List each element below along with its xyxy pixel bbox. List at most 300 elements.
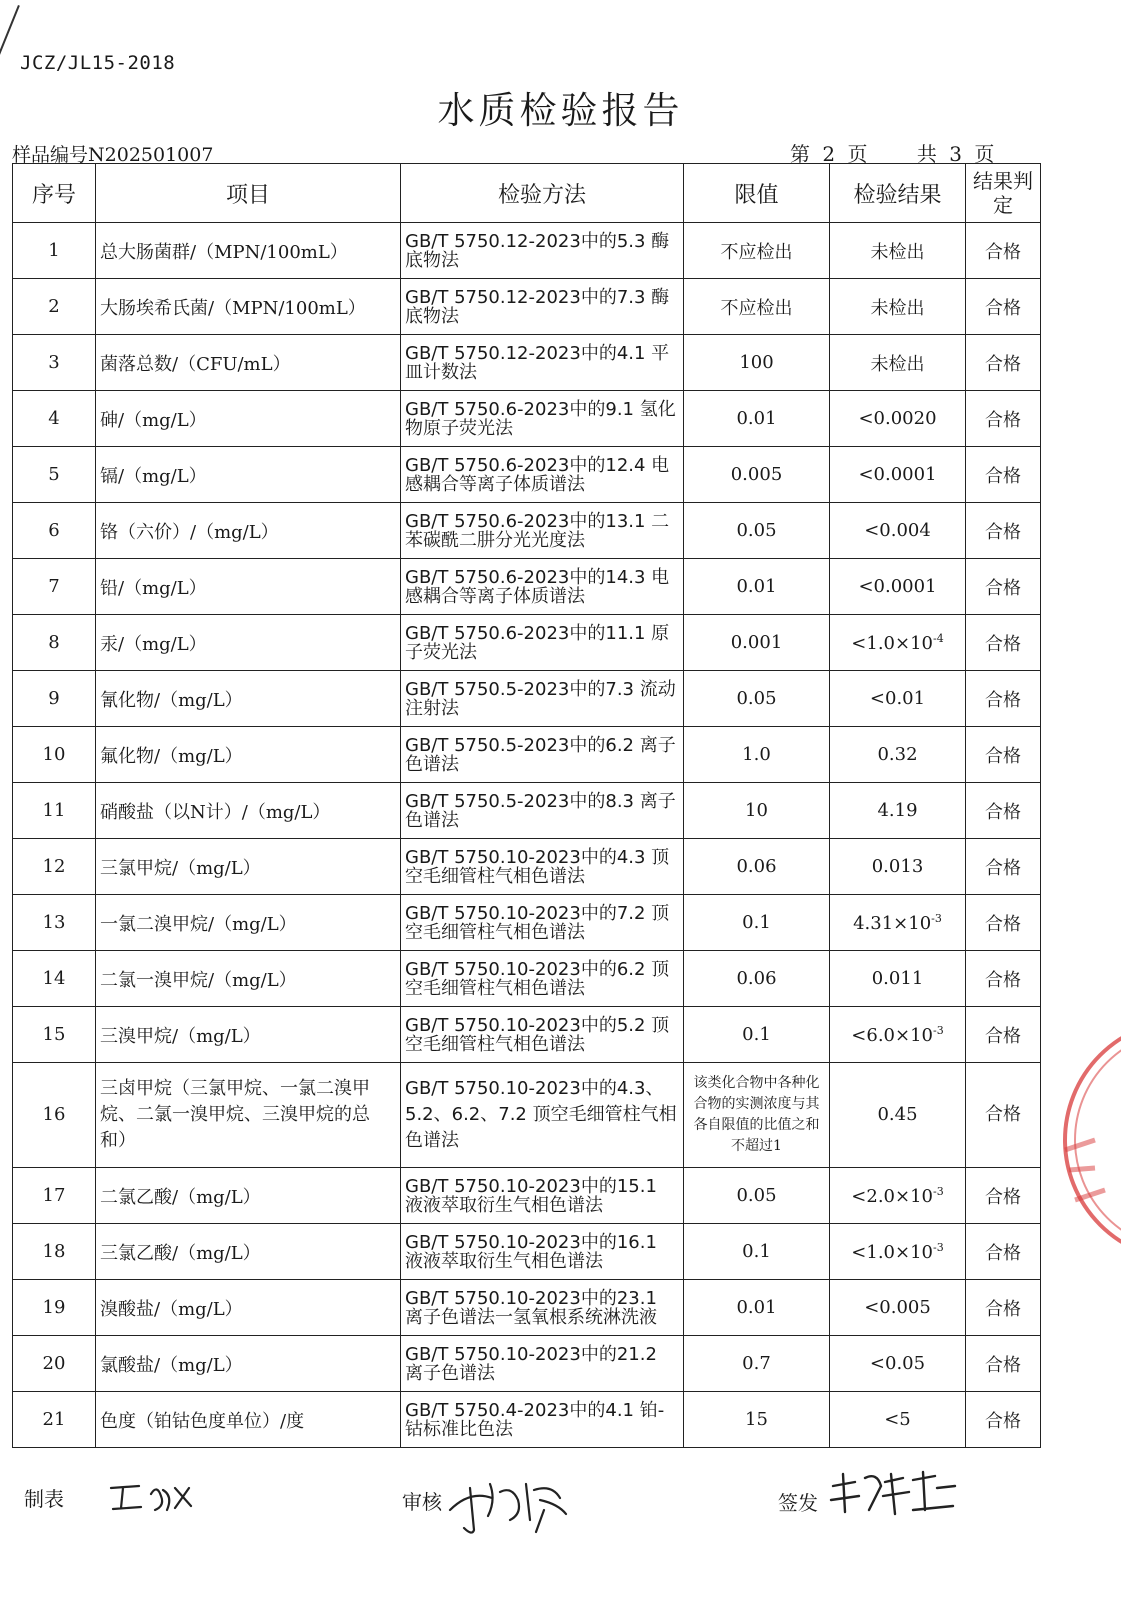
- row-result-text: <0.0001: [858, 464, 937, 485]
- table-row: [13, 223, 1041, 279]
- row-judgement-text: 合格: [985, 409, 1021, 431]
- row-number: [13, 783, 96, 839]
- row-result-text: 0.011: [871, 968, 924, 989]
- row-method: [401, 223, 684, 279]
- row-judgement: [966, 1063, 1041, 1168]
- row-method-text: GB/T 5750.12-2023中的4.1 平皿计数法: [405, 342, 670, 383]
- row-result: [830, 279, 966, 335]
- row-number-text: 2: [48, 296, 60, 317]
- row-number: [13, 615, 96, 671]
- row-result: [830, 503, 966, 559]
- table-row: [13, 839, 1041, 895]
- row-method: [401, 335, 684, 391]
- row-limit: [684, 1168, 830, 1224]
- row-limit-text: 该类化合物中各种化合物的实测浓度与其各自限值的比值之和不超过1: [693, 1075, 820, 1154]
- row-number-text: 12: [42, 856, 66, 877]
- row-limit-text: 0.005: [730, 464, 783, 485]
- row-method: [401, 727, 684, 783]
- row-method-text: GB/T 5750.4-2023中的4.1 铂-钴标准比色法: [405, 1399, 665, 1440]
- row-item: [96, 1063, 401, 1168]
- row-judgement: [966, 1392, 1041, 1448]
- row-method-text: GB/T 5750.12-2023中的5.3 酶底物法: [405, 230, 670, 271]
- row-method: [401, 839, 684, 895]
- row-result-text: <2.0×10: [851, 1185, 933, 1207]
- row-number-text: 19: [42, 1297, 66, 1318]
- page-title: 水质检验报告: [437, 89, 684, 132]
- row-item-text: 三溴甲烷/（mg/L）: [100, 1025, 261, 1047]
- row-item: [96, 951, 401, 1007]
- row-judgement: [966, 223, 1041, 279]
- row-method: [401, 559, 684, 615]
- row-method: [401, 783, 684, 839]
- row-method-text: GB/T 5750.6-2023中的11.1 原子荧光法: [405, 622, 670, 663]
- row-result-text: <0.05: [869, 1353, 926, 1374]
- row-method: [401, 615, 684, 671]
- row-item-text: 氯酸盐/（mg/L）: [100, 1354, 243, 1376]
- row-judgement-text: 合格: [985, 241, 1021, 263]
- table-row: [13, 503, 1041, 559]
- row-result: [830, 447, 966, 503]
- row-item-text: 溴酸盐/（mg/L）: [100, 1298, 243, 1320]
- row-item-text: 砷/（mg/L）: [100, 409, 207, 431]
- table-row: [13, 1007, 1041, 1063]
- row-result: [830, 1392, 966, 1448]
- table-row: [13, 1224, 1041, 1280]
- row-method-text: GB/T 5750.10-2023中的4.3 顶空毛细管柱气相色谱法: [405, 846, 670, 887]
- issuer-signature: [825, 1466, 965, 1526]
- row-judgement-text: 合格: [985, 1025, 1021, 1047]
- table-row: [13, 447, 1041, 503]
- row-number: [13, 1280, 96, 1336]
- col-header-limit: 限值: [684, 164, 830, 223]
- row-judgement-text: 合格: [985, 913, 1021, 935]
- row-result-text: <1.0×10: [851, 632, 933, 654]
- row-judgement-text: 合格: [985, 1298, 1021, 1320]
- row-item-text: 铬（六价）/（mg/L）: [100, 521, 279, 543]
- table-row: [13, 1336, 1041, 1392]
- row-item: [96, 727, 401, 783]
- row-result-text: <0.004: [864, 520, 931, 541]
- row-number: [13, 279, 96, 335]
- row-limit: [684, 1224, 830, 1280]
- row-limit: [684, 1280, 830, 1336]
- row-limit: [684, 895, 830, 951]
- row-limit: [684, 335, 830, 391]
- row-result: [830, 223, 966, 279]
- row-item: [96, 335, 401, 391]
- row-judgement-text: 合格: [985, 1354, 1021, 1376]
- row-number-text: 13: [42, 912, 66, 933]
- table-row: [13, 1280, 1041, 1336]
- row-number-text: 6: [48, 520, 60, 541]
- row-number: [13, 503, 96, 559]
- row-number-text: 11: [42, 800, 66, 821]
- row-number-text: 3: [48, 352, 60, 373]
- row-judgement: [966, 951, 1041, 1007]
- row-method-text: GB/T 5750.6-2023中的9.1 氢化物原子荧光法: [405, 398, 676, 439]
- row-item: [96, 279, 401, 335]
- row-item: [96, 1392, 401, 1448]
- row-result-text: <6.0×10: [851, 1024, 933, 1046]
- row-judgement-text: 合格: [985, 745, 1021, 767]
- row-limit-text: 0.001: [730, 632, 783, 653]
- report-table: [12, 163, 1041, 1448]
- row-limit: [684, 1392, 830, 1448]
- row-number-text: 4: [48, 408, 60, 429]
- row-judgement-text: 合格: [985, 801, 1021, 823]
- row-judgement: [966, 1168, 1041, 1224]
- row-number: [13, 335, 96, 391]
- row-item: [96, 783, 401, 839]
- row-result: [830, 1168, 966, 1224]
- row-result: [830, 615, 966, 671]
- row-result-exponent: -3: [932, 1184, 944, 1198]
- row-result-text: <1.0×10: [851, 1241, 933, 1263]
- row-judgement: [966, 895, 1041, 951]
- row-limit: [684, 951, 830, 1007]
- row-limit-text: 0.01: [736, 576, 777, 597]
- row-item: [96, 559, 401, 615]
- row-item: [96, 615, 401, 671]
- col-header-method: 检验方法: [401, 164, 684, 223]
- pen-mark: [0, 5, 20, 80]
- row-judgement-text: 合格: [985, 857, 1021, 879]
- row-result-text: 0.32: [877, 744, 918, 765]
- row-number: [13, 447, 96, 503]
- table-row: [13, 391, 1041, 447]
- row-judgement-text: 合格: [985, 689, 1021, 711]
- row-method-text: GB/T 5750.5-2023中的8.3 离子色谱法: [405, 790, 676, 831]
- row-method: [401, 391, 684, 447]
- row-item-text: 菌落总数/（CFU/mL）: [100, 353, 291, 375]
- row-limit: [684, 839, 830, 895]
- row-judgement-text: 合格: [985, 969, 1021, 991]
- prepared-by-label: 制表: [24, 1487, 64, 1511]
- row-number-text: 14: [42, 968, 66, 989]
- row-limit-text: 0.1: [742, 912, 771, 933]
- row-method: [401, 1224, 684, 1280]
- row-limit-text: 0.01: [736, 408, 777, 429]
- row-number: [13, 559, 96, 615]
- row-number-text: 1: [48, 240, 60, 261]
- row-number: [13, 727, 96, 783]
- sample-label: 样品编号: [12, 144, 89, 166]
- row-judgement-text: 合格: [985, 633, 1021, 655]
- row-method: [401, 447, 684, 503]
- row-result-exponent: -3: [931, 911, 942, 925]
- row-method-text: GB/T 5750.10-2023中的6.2 顶空毛细管柱气相色谱法: [405, 958, 670, 999]
- row-limit: [684, 783, 830, 839]
- row-judgement: [966, 783, 1041, 839]
- row-result-text: <0.0001: [858, 576, 937, 597]
- row-result-text: 未检出: [870, 241, 925, 263]
- row-number-text: 7: [48, 576, 60, 597]
- row-method: [401, 1007, 684, 1063]
- row-number: [13, 895, 96, 951]
- row-limit-text: 0.06: [736, 856, 777, 877]
- row-result: [830, 391, 966, 447]
- row-result-text: 0.45: [877, 1104, 918, 1125]
- row-number-text: 15: [42, 1024, 66, 1045]
- row-item: [96, 1168, 401, 1224]
- row-result: [830, 951, 966, 1007]
- row-method: [401, 671, 684, 727]
- row-limit: [684, 671, 830, 727]
- row-item-text: 氟化物/（mg/L）: [100, 745, 243, 767]
- row-result: [830, 727, 966, 783]
- row-limit-text: 100: [739, 352, 774, 373]
- row-number: [13, 391, 96, 447]
- table-row: [13, 335, 1041, 391]
- row-result-text: 0.013: [871, 856, 924, 877]
- row-limit-text: 10: [745, 800, 768, 821]
- row-limit-text: 不应检出: [720, 297, 793, 319]
- row-judgement: [966, 1224, 1041, 1280]
- row-item: [96, 391, 401, 447]
- row-item-text: 铅/（mg/L）: [100, 577, 207, 599]
- row-limit-text: 0.06: [736, 968, 777, 989]
- row-item: [96, 1224, 401, 1280]
- page-total-prefix: 共: [916, 142, 937, 166]
- row-limit: [684, 1007, 830, 1063]
- row-limit-text: 1.0: [742, 744, 771, 765]
- table-row: [13, 279, 1041, 335]
- row-judgement-text: 合格: [985, 353, 1021, 375]
- row-method: [401, 1168, 684, 1224]
- row-number-text: 16: [42, 1104, 66, 1125]
- col-header-judgement: 结果判定: [966, 164, 1041, 223]
- row-result: [830, 839, 966, 895]
- row-judgement-text: 合格: [985, 297, 1021, 319]
- table-row: [13, 1392, 1041, 1448]
- row-limit-text: 0.05: [736, 688, 777, 709]
- row-number: [13, 1168, 96, 1224]
- row-number: [13, 1336, 96, 1392]
- row-method-text: GB/T 5750.5-2023中的6.2 离子色谱法: [405, 734, 676, 775]
- row-result: [830, 671, 966, 727]
- table-row: [13, 895, 1041, 951]
- row-number-text: 8: [48, 632, 60, 653]
- row-item-text: 三氯乙酸/（mg/L）: [100, 1242, 261, 1264]
- row-judgement-text: 合格: [985, 465, 1021, 487]
- row-method-text: GB/T 5750.10-2023中的23.1 离子色谱法一氢氧根系统淋洗液: [405, 1287, 657, 1328]
- table-row: [13, 559, 1041, 615]
- table-row: [13, 1063, 1041, 1168]
- row-result-text: <0.0020: [858, 408, 937, 429]
- row-judgement-text: 合格: [985, 1242, 1021, 1264]
- row-item-text: 二氯乙酸/（mg/L）: [100, 1186, 261, 1208]
- row-judgement: [966, 1007, 1041, 1063]
- row-result-text: 4.19: [877, 800, 918, 821]
- row-judgement-text: 合格: [985, 521, 1021, 543]
- row-result: [830, 335, 966, 391]
- row-number-text: 10: [42, 744, 66, 765]
- row-method-text: GB/T 5750.5-2023中的7.3 流动注射法: [405, 678, 676, 719]
- row-item-text: 氰化物/（mg/L）: [100, 689, 243, 711]
- row-judgement: [966, 503, 1041, 559]
- row-method: [401, 1392, 684, 1448]
- row-method-text: GB/T 5750.10-2023中的7.2 顶空毛细管柱气相色谱法: [405, 902, 670, 943]
- row-item: [96, 1280, 401, 1336]
- row-judgement-text: 合格: [985, 1410, 1021, 1432]
- row-result: [830, 783, 966, 839]
- page-current: 2: [822, 142, 836, 166]
- row-method: [401, 1063, 684, 1168]
- row-item-text: 一氯二溴甲烷/（mg/L）: [100, 913, 297, 935]
- table-row: [13, 1168, 1041, 1224]
- row-method: [401, 1336, 684, 1392]
- page-suffix: 页: [974, 142, 995, 166]
- row-number-text: 5: [48, 464, 60, 485]
- row-number: [13, 223, 96, 279]
- row-limit-text: 0.1: [742, 1024, 771, 1045]
- row-judgement: [966, 335, 1041, 391]
- row-judgement: [966, 447, 1041, 503]
- row-method: [401, 1280, 684, 1336]
- row-limit: [684, 223, 830, 279]
- row-item: [96, 223, 401, 279]
- row-method-text: GB/T 5750.10-2023中的21.2 离子色谱法: [405, 1343, 657, 1384]
- row-result-text: 未检出: [870, 353, 925, 375]
- row-number-text: 18: [42, 1241, 66, 1262]
- row-limit-text: 0.7: [742, 1353, 771, 1374]
- row-item: [96, 895, 401, 951]
- row-judgement: [966, 727, 1041, 783]
- row-result-text: 4.31×10: [853, 912, 932, 934]
- table-row: [13, 783, 1041, 839]
- row-item: [96, 1336, 401, 1392]
- table-row: [13, 615, 1041, 671]
- row-result-text: <5: [884, 1409, 911, 1430]
- row-method-text: GB/T 5750.10-2023中的4.3、5.2、6.2、7.2 顶空毛细管柱气相色谱法: [405, 1078, 677, 1151]
- row-item: [96, 447, 401, 503]
- row-number: [13, 1224, 96, 1280]
- row-judgement: [966, 1336, 1041, 1392]
- row-method: [401, 279, 684, 335]
- row-result-text: 未检出: [870, 297, 925, 319]
- row-item-text: 三卤甲烷（三氯甲烷、一氯二溴甲烷、二氯一溴甲烷、三溴甲烷的总和）: [100, 1078, 370, 1151]
- row-judgement: [966, 839, 1041, 895]
- row-limit-text: 0.01: [736, 1297, 777, 1318]
- row-result: [830, 1224, 966, 1280]
- row-item: [96, 839, 401, 895]
- prepared-signature: [105, 1476, 200, 1516]
- row-judgement-text: 合格: [985, 1186, 1021, 1208]
- row-limit: [684, 727, 830, 783]
- row-method-text: GB/T 5750.6-2023中的13.1 二苯碳酰二肼分光光度法: [405, 510, 670, 551]
- row-item-text: 大肠埃希氏菌/（MPN/100mL）: [100, 297, 366, 319]
- row-method-text: GB/T 5750.6-2023中的12.4 电感耦合等离子体质谱法: [405, 454, 670, 495]
- row-result: [830, 1280, 966, 1336]
- row-number-text: 20: [42, 1353, 66, 1374]
- row-method-text: GB/T 5750.10-2023中的16.1 液液萃取衍生气相色谱法: [405, 1231, 657, 1272]
- row-limit: [684, 447, 830, 503]
- row-limit-text: 0.05: [736, 1185, 777, 1206]
- col-header-item: 项目: [96, 164, 401, 223]
- row-limit: [684, 1063, 830, 1168]
- row-limit-text: 不应检出: [720, 241, 793, 263]
- row-item-text: 硝酸盐（以N计）/（mg/L）: [100, 801, 331, 823]
- row-number: [13, 839, 96, 895]
- row-limit: [684, 391, 830, 447]
- row-limit: [684, 615, 830, 671]
- row-limit: [684, 279, 830, 335]
- row-item-text: 汞/（mg/L）: [100, 633, 207, 655]
- row-limit-text: 15: [745, 1409, 768, 1430]
- row-number: [13, 951, 96, 1007]
- row-judgement: [966, 279, 1041, 335]
- row-judgement: [966, 1280, 1041, 1336]
- row-method-text: GB/T 5750.10-2023中的15.1 液液萃取衍生气相色谱法: [405, 1175, 657, 1216]
- row-method: [401, 895, 684, 951]
- row-judgement: [966, 391, 1041, 447]
- row-judgement: [966, 671, 1041, 727]
- row-result: [830, 1063, 966, 1168]
- row-limit-text: 0.1: [742, 1241, 771, 1262]
- row-limit-text: 0.05: [736, 520, 777, 541]
- row-result-exponent: -3: [932, 1023, 944, 1037]
- row-item: [96, 1007, 401, 1063]
- document-number: JCZ/JL15-2018: [20, 52, 176, 74]
- row-result: [830, 559, 966, 615]
- row-judgement: [966, 559, 1041, 615]
- reviewed-by-label: 审核: [402, 1490, 442, 1514]
- row-number: [13, 671, 96, 727]
- row-number: [13, 1007, 96, 1063]
- row-result: [830, 895, 966, 951]
- table-row: [13, 951, 1041, 1007]
- page-prefix: 第: [790, 142, 810, 166]
- row-number-text: 21: [42, 1409, 66, 1430]
- col-header-result: 检验结果: [830, 164, 966, 223]
- row-item-text: 镉/（mg/L）: [100, 465, 207, 487]
- row-result-exponent: -3: [932, 1240, 944, 1254]
- row-method: [401, 503, 684, 559]
- header-row: [13, 164, 1041, 223]
- row-number-text: 17: [42, 1185, 66, 1206]
- sample-number: N202501007: [88, 144, 214, 166]
- row-result: [830, 1007, 966, 1063]
- row-judgement: [966, 615, 1041, 671]
- row-item-text: 三氯甲烷/（mg/L）: [100, 857, 261, 879]
- page-mid: 页: [847, 142, 868, 166]
- row-item-text: 二氯一溴甲烷/（mg/L）: [100, 969, 297, 991]
- row-result-text: <0.01: [869, 688, 926, 709]
- row-method-text: GB/T 5750.6-2023中的14.3 电感耦合等离子体质谱法: [405, 566, 670, 607]
- row-result-text: <0.005: [864, 1297, 931, 1318]
- row-limit: [684, 559, 830, 615]
- row-number: [13, 1392, 96, 1448]
- red-seal-stamp: [1035, 1000, 1121, 1290]
- row-method-text: GB/T 5750.10-2023中的5.2 顶空毛细管柱气相色谱法: [405, 1014, 670, 1055]
- table-row: [13, 727, 1041, 783]
- row-result-exponent: -4: [932, 631, 944, 645]
- row-result: [830, 1336, 966, 1392]
- row-item: [96, 503, 401, 559]
- row-method: [401, 951, 684, 1007]
- row-item-text: 色度（铂钴色度单位）/度: [100, 1410, 305, 1432]
- row-number: [13, 1063, 96, 1168]
- row-judgement-text: 合格: [985, 1104, 1021, 1125]
- row-number-text: 9: [48, 688, 60, 709]
- row-method-text: GB/T 5750.12-2023中的7.3 酶底物法: [405, 286, 670, 327]
- reviewer-signature: [440, 1470, 580, 1540]
- row-item-text: 总大肠菌群/（MPN/100mL）: [100, 241, 348, 263]
- row-judgement-text: 合格: [985, 577, 1021, 599]
- page-total: 3: [949, 142, 962, 166]
- issued-by-label: 签发: [778, 1491, 818, 1515]
- table-row: [13, 671, 1041, 727]
